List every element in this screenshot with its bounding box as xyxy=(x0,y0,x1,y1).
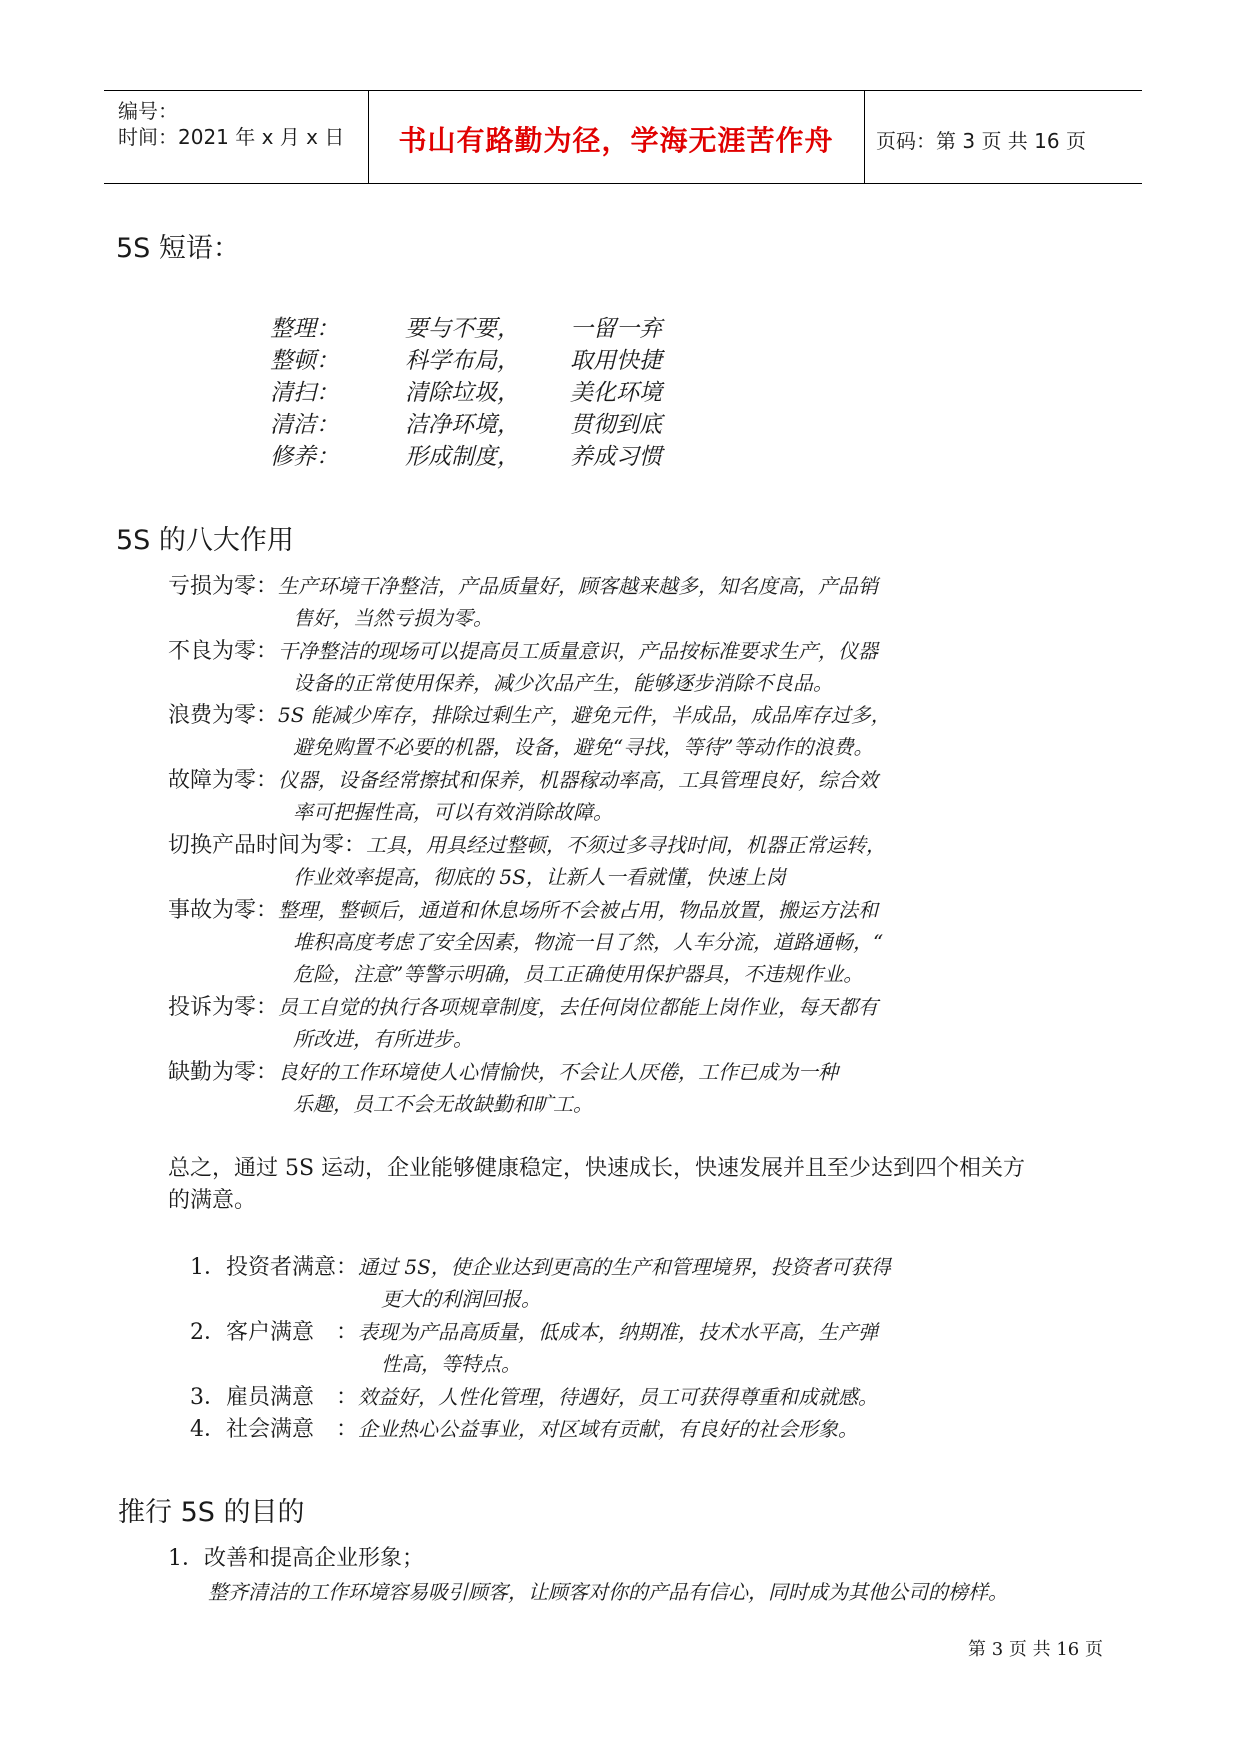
effect-text-cont: 堆积高度考虑了安全因素，物流一目了然，人车分流，道路通畅，“ xyxy=(293,930,884,954)
header-page-cell xyxy=(864,91,1142,183)
phrase-part-a: 形成制度， xyxy=(405,444,520,470)
effect-item xyxy=(168,698,891,729)
effect-item xyxy=(168,893,878,924)
summary-line: 的满意。 xyxy=(168,1188,257,1213)
satisfaction-text: 表现为产品高质量，低成本，纳期准，技术水平高，生产弹 xyxy=(358,1320,879,1344)
phrase-part-b: 一留一弃 xyxy=(570,316,662,342)
phrase-part-b: 取用快捷 xyxy=(570,348,662,374)
effect-text-cont: 乐趣，员工不会无故缺勤和旷工。 xyxy=(293,1092,593,1116)
phrase-part-a: 科学布局， xyxy=(405,348,520,374)
effect-label: 浪费为零： xyxy=(168,703,279,728)
effect-item xyxy=(168,569,878,600)
phrase-row xyxy=(270,342,770,372)
effect-label: 投诉为零： xyxy=(168,995,279,1020)
item-number: 1． xyxy=(190,1255,226,1280)
phrase-term: 整理： xyxy=(270,316,339,342)
header-motto-cell xyxy=(368,91,865,183)
effect-item xyxy=(168,828,886,859)
satisfaction-label: 客户满意 ： xyxy=(226,1320,359,1345)
purpose-item-desc: 整齐清洁的工作环境容易吸引顾客，让顾客对你的产品有信心，同时成为其他公司的榜样。 xyxy=(208,1580,1008,1604)
phrase-term: 整顿： xyxy=(270,348,339,374)
effect-text: 工具，用具经过整顿，不须过多寻找时间，机器正常运转， xyxy=(366,833,887,857)
phrase-part-a: 洁净环境， xyxy=(405,412,520,438)
phrase-row xyxy=(270,310,770,340)
effect-label: 故障为零： xyxy=(168,768,279,793)
satisfaction-text-cont: 更大的利润回报。 xyxy=(381,1287,541,1311)
document-number-label: 编号： xyxy=(118,99,178,123)
phrase-part-b: 美化环境 xyxy=(570,380,662,406)
effect-text: 生产环境干净整洁，产品质量好，顾客越来越多，知名度高，产品销 xyxy=(278,574,879,598)
page-info: 页码：第 3 页 共 16 页 xyxy=(876,129,1086,153)
phrase-part-a: 清除垃圾， xyxy=(405,380,520,406)
item-number: 4． xyxy=(190,1417,226,1442)
effect-text-cont: 危险，注意”等警示明确，员工正确使用保护器具，不违规作业。 xyxy=(293,962,864,986)
item-number: 2． xyxy=(190,1320,226,1345)
phrase-part-a: 要与不要， xyxy=(405,316,520,342)
effect-item xyxy=(168,1055,838,1086)
phrase-row xyxy=(270,406,770,436)
effect-label: 切换产品时间为零： xyxy=(168,833,367,858)
effect-text: 员工自觉的执行各项规章制度，去任何岗位都能上岗作业，每天都有 xyxy=(278,995,879,1019)
effect-text-cont: 避免购置不必要的机器，设备，避免“寻找，等待”等动作的浪费。 xyxy=(293,735,874,759)
phrase-row xyxy=(270,438,770,468)
effect-text: 良好的工作环境使人心情愉快，不会让人厌倦，工作已成为一种 xyxy=(278,1060,839,1084)
phrase-part-b: 养成习惯 xyxy=(570,444,662,470)
phrase-term: 清洁： xyxy=(270,412,339,438)
phrase-part-b: 贯彻到底 xyxy=(570,412,662,438)
satisfaction-item xyxy=(190,1250,891,1281)
effect-text: 整理，整顿后，通道和休息场所不会被占用，物品放置，搬运方法和 xyxy=(278,898,879,922)
effect-text-cont: 率可把握性高，可以有效消除故障。 xyxy=(293,800,613,824)
effect-text-cont: 作业效率提高，彻底的 5S，让新人一看就懂，快速上岗 xyxy=(293,865,786,889)
satisfaction-item xyxy=(190,1315,878,1346)
motto: 书山有路勤为径，学海无涯苦作舟 xyxy=(398,124,834,157)
purpose-item-title: 改善和提高企业形象； xyxy=(204,1546,425,1571)
effect-item xyxy=(168,990,878,1021)
satisfaction-label: 投资者满意： xyxy=(226,1255,359,1280)
satisfaction-item xyxy=(190,1380,878,1411)
satisfaction-text: 通过 5S，使企业达到更高的生产和管理境界，投资者可获得 xyxy=(358,1255,891,1279)
effect-label: 缺勤为零： xyxy=(168,1060,279,1085)
satisfaction-text: 效益好，人性化管理，待遇好，员工可获得尊重和成就感。 xyxy=(358,1385,879,1409)
effect-text: 干净整洁的现场可以提高员工质量意识，产品按标准要求生产，仪器 xyxy=(278,639,879,663)
effects-heading: 5S 的八大作用 xyxy=(116,525,294,556)
phrase-row xyxy=(270,374,770,404)
effect-label: 不良为零： xyxy=(168,639,279,664)
header-left-cell xyxy=(104,91,369,183)
satisfaction-item xyxy=(190,1412,858,1443)
page-header xyxy=(104,90,1142,184)
effect-text: 仪器，设备经常擦拭和保养，机器稼动率高，工具管理良好，综合效 xyxy=(278,768,879,792)
effect-text-cont: 所改进，有所进步。 xyxy=(293,1027,473,1051)
satisfaction-text: 企业热心公益事业，对区域有贡献，有良好的社会形象。 xyxy=(358,1417,859,1441)
effect-item xyxy=(168,634,878,665)
page-footer: 第 3 页 共 16 页 xyxy=(968,1639,1103,1660)
item-number: 1． xyxy=(168,1546,204,1571)
effect-text-cont: 售好，当然亏损为零。 xyxy=(293,606,493,630)
effect-text-cont: 设备的正常使用保养，减少次品产生，能够逐步消除不良品。 xyxy=(293,671,833,695)
purpose-heading: 推行 5S 的目的 xyxy=(118,1497,305,1528)
phrase-term: 清扫： xyxy=(270,380,339,406)
time-label: 时间：2021 年 x 月 x 日 xyxy=(118,125,345,149)
effect-text: 5S 能减少库存，排除过剩生产，避免元件，半成品，成品库存过多， xyxy=(278,703,891,727)
purpose-item xyxy=(168,1541,424,1572)
effect-label: 亏损为零： xyxy=(168,574,279,599)
summary-line: 总之，通过 5S 运动，企业能够健康稳定，快速成长，快速发展并且至少达到四个相关方 xyxy=(168,1156,1026,1181)
phrases-heading: 5S 短语： xyxy=(116,233,240,264)
effect-item xyxy=(168,763,878,794)
item-number: 3． xyxy=(190,1385,226,1410)
effect-label: 事故为零： xyxy=(168,898,279,923)
satisfaction-label: 雇员满意 ： xyxy=(226,1385,359,1410)
satisfaction-text-cont: 性高，等特点。 xyxy=(381,1352,521,1376)
satisfaction-label: 社会满意 ： xyxy=(226,1417,359,1442)
phrase-term: 修养： xyxy=(270,444,339,470)
